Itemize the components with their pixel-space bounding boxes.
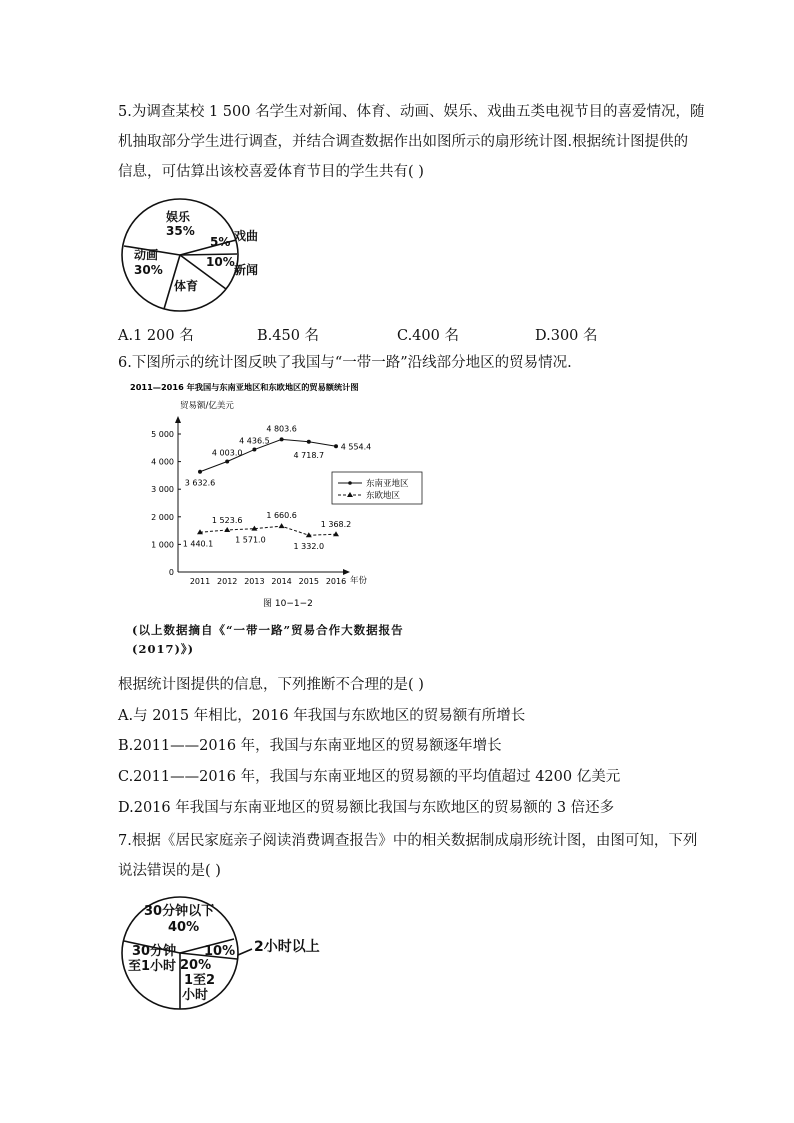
figure-caption: 图 10−1−2 [263, 599, 313, 609]
q5-option-a[interactable]: A.1 200 名 [118, 328, 194, 344]
y-tick-label: 1 000 [151, 540, 174, 550]
q5-line2: 机抽取部分学生进行调查，并结合调查数据作出如图所示的扇形统计图.根据统计图提供的 [118, 134, 689, 150]
q5-option-d[interactable]: D.300 名 [535, 328, 598, 344]
q7-callout-line [238, 949, 252, 955]
data-label: 1 660.6 [266, 511, 297, 521]
q6-source-line2: (2017)》) [132, 642, 195, 656]
q7-pie-chart [118, 893, 358, 1013]
q7-line2: 说法错误的是( ) [118, 863, 221, 879]
q5-label-donghua: 动画 [134, 248, 159, 262]
data-label: 4 718.7 [293, 450, 325, 460]
chart-title: 2011—2016 年我国与东南亚地区和东欧地区的贸易额统计图 [130, 382, 359, 392]
q5-option-b[interactable]: B.450 名 [257, 328, 320, 344]
y-tick-label: 5 000 [151, 430, 174, 439]
q6-intro: 6.下图所示的统计图反映了我国与“一带一路”沿线部分地区的贸易情况. [118, 355, 572, 371]
q7-label-s4-pct: 10% [204, 944, 236, 959]
q7-label-s2a: 30分钟 [132, 944, 177, 959]
q7-label-s1: 30分钟以下 [144, 904, 215, 919]
x-tick-label: 2011 [189, 577, 211, 586]
series-line-ee [200, 526, 336, 535]
data-point [280, 437, 284, 441]
q5-line1: 5.为调查某校 1 500 名学生对新闻、体育、动画、娱乐、戏曲五类电视节目的喜爱情况，随 [118, 104, 705, 120]
data-label: 4 554.4 [340, 442, 372, 452]
data-point [279, 523, 285, 528]
legend-label-ee: 东欧地区 [366, 491, 401, 501]
q5-label-yule-pct: 35% [166, 224, 195, 238]
q5-label-xiqu: 戏曲 [234, 229, 259, 243]
y-tick-label: 2 000 [151, 512, 174, 522]
x-tick-label: 2015 [298, 577, 319, 586]
x-tick-label: 2014 [271, 577, 292, 586]
x-axis-arrow [343, 569, 350, 575]
chart-ylabel: 贸易额/亿美元 [180, 401, 234, 411]
q5-label-yule: 娱乐 [166, 210, 191, 224]
data-label: 4 003.0 [211, 448, 243, 458]
q5-label-donghua-pct: 30% [134, 263, 163, 277]
q5-label-xiqu-pct: 5% [210, 235, 231, 249]
q6-option-a[interactable]: A.与 2015 年相比，2016 年我国与东欧地区的贸易额有所增长 [118, 708, 526, 724]
q5-line3: 信息，可估算出该校喜爱体育节目的学生共有( ) [118, 164, 424, 180]
data-label: 4 803.6 [266, 424, 297, 434]
q6-option-d[interactable]: D.2016 年我国与东南亚地区的贸易额比我国与东欧地区的贸易额的 3 倍还多 [118, 800, 615, 816]
q6-question: 根据统计图提供的信息，下列推断不合理的是( ) [118, 677, 424, 693]
y-tick-label: 3 000 [151, 485, 174, 495]
data-point [225, 460, 229, 464]
data-label: 1 440.1 [182, 539, 214, 549]
data-label: 1 332.0 [293, 542, 325, 552]
q5-label-xinwen-pct: 10% [206, 255, 235, 269]
q5-option-c[interactable]: C.400 名 [397, 328, 459, 344]
q6-option-b[interactable]: B.2011——2016 年，我国与东南亚地区的贸易额逐年增长 [118, 738, 502, 754]
data-label: 4 436.5 [239, 436, 270, 446]
data-point [224, 527, 230, 532]
q6-option-c[interactable]: C.2011——2016 年，我国与东南亚地区的贸易额的平均值超过 4200 亿美元 [118, 769, 621, 785]
x-tick-label: 2016 [325, 577, 347, 586]
data-point [307, 440, 311, 444]
data-point [252, 448, 256, 452]
data-label: 1 523.6 [211, 515, 243, 525]
y-tick-label: 4 000 [151, 457, 174, 467]
q7-label-s3-pct: 20% [180, 958, 212, 973]
data-label: 3 632.6 [184, 478, 216, 488]
y-tick-label: 0 [168, 568, 174, 577]
data-point [334, 444, 338, 448]
legend-label-sea: 东南亚地区 [366, 479, 409, 489]
q7-label-s1-pct: 40% [168, 920, 200, 935]
chart-xlabel: 年份 [350, 576, 368, 586]
x-tick-label: 2013 [244, 577, 265, 586]
q7-label-s3a: 1至2 [184, 973, 216, 988]
q5-pie-chart [118, 194, 278, 314]
q7-line1: 7.根据《居民家庭亲子阅读消费调查报告》中的相关数据制成扇形统计图，由图可知，下列 [118, 833, 698, 849]
q5-label-xinwen: 新闻 [234, 263, 259, 277]
data-point [198, 470, 202, 474]
q7-label-s4: 2小时以上 [254, 939, 320, 955]
data-label: 1 368.2 [320, 520, 352, 530]
data-label: 1 571.0 [235, 535, 266, 545]
q6-line-chart [118, 378, 448, 614]
q5-label-tiyu: 体育 [174, 279, 199, 293]
chart-legend [332, 472, 422, 504]
q7-label-s2b: 至1小时 [128, 959, 177, 974]
x-tick-label: 2012 [217, 577, 238, 586]
q7-label-s3b: 小时 [182, 988, 209, 1003]
q6-source-line1: (以上数据摘自《“一带一路”贸易合作大数据报告 [132, 623, 404, 637]
data-point [333, 531, 339, 536]
y-axis-arrow [175, 416, 181, 423]
